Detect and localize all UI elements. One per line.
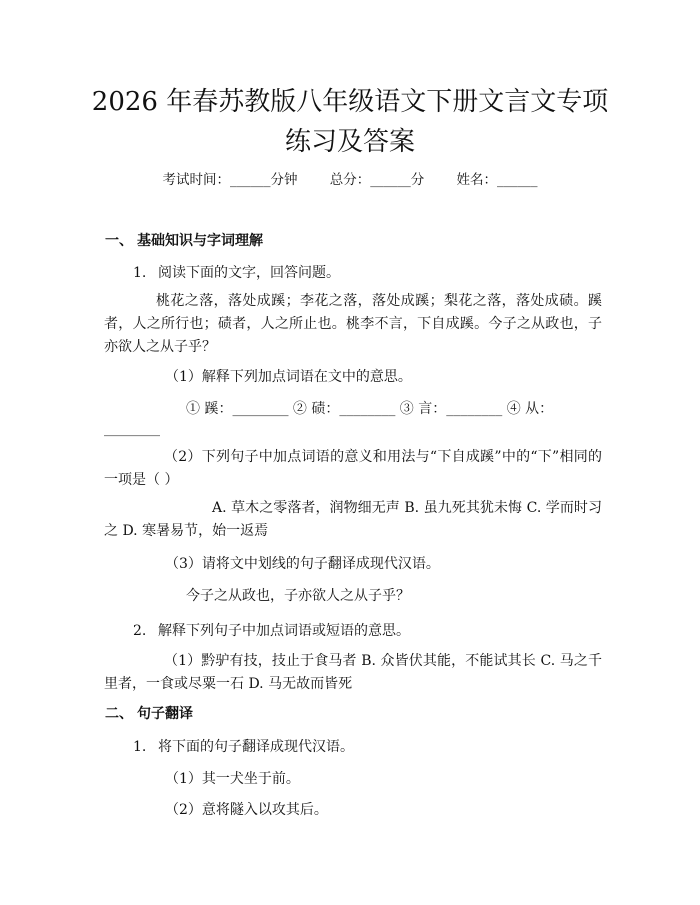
section-2-title: 句子翻译 bbox=[137, 706, 193, 722]
section-2-number: 二、 bbox=[105, 706, 133, 722]
question-1-sub-1: （1）解释下列加点词语在文中的意思。 bbox=[165, 369, 412, 385]
question-1 bbox=[133, 262, 340, 282]
question-3-sub-1: （1）其一犬坐于前。 bbox=[165, 771, 300, 787]
section-1-number: 一、 bbox=[105, 233, 133, 249]
question-2-sub-1: （1）黔驴有技，技止于食马者 B. 众皆伏其能，不能试其长 C. 马之千里者，一食或尽粟一石 D. 马无故而皆死 bbox=[104, 653, 602, 692]
question-1-passage: 桃花之落，落处成蹊；李花之落，落处成蹊；梨花之落，落处成碛。蹊者，人之所行也；碛者，人之所止也。桃李不言，下自成蹊。今子之从政也，子亦欲人之从子乎？ bbox=[104, 293, 602, 355]
question-1-number: 1. bbox=[133, 265, 147, 281]
question-1-items: ① 蹊：________ ② 碛：________ ③ 言：________ ④ 从： bbox=[186, 401, 554, 417]
question-1-prompt: 阅读下面的文字，回答问题。 bbox=[158, 265, 340, 281]
section-1-title: 基础知识与字词理解 bbox=[137, 233, 263, 249]
question-1-sub-3: （3）请将文中划线的句子翻译成现代汉语。 bbox=[165, 556, 440, 572]
question-1-sentence: 今子之从政也，子亦欲人之从子乎？ bbox=[186, 588, 410, 604]
question-1-items-tail: ________ bbox=[104, 421, 160, 437]
section-1-heading bbox=[105, 230, 263, 250]
title-line-2: 练习及答案 bbox=[284, 127, 415, 157]
exam-name: 姓名：______ bbox=[456, 172, 538, 188]
exam-meta bbox=[0, 168, 700, 188]
question-2-prompt: 解释下列句子中加点词语或短语的意思。 bbox=[158, 623, 410, 639]
section-2-heading bbox=[105, 703, 193, 723]
exam-time: 考试时间：______分钟 bbox=[162, 172, 298, 188]
question-3-sub-2: （2）意将隧入以攻其后。 bbox=[165, 802, 328, 818]
question-3 bbox=[133, 736, 354, 756]
exam-score: 总分：______分 bbox=[329, 172, 425, 188]
question-1-options: A. 草木之零落者，润物细无声 B. 虽九死其犹未悔 C. 学而时习之 D. 寒暑易节，始一返焉 bbox=[104, 500, 602, 539]
title-line-1: 2026 年春苏教版八年级语文下册文言文专项 bbox=[91, 87, 609, 117]
question-3-number: 1. bbox=[133, 739, 147, 755]
question-3-prompt: 将下面的句子翻译成现代汉语。 bbox=[158, 739, 354, 755]
question-1-sub-2: （2）下列句子中加点词语的意义和用法与“下自成蹊”中的“下”相同的一项是（ ） bbox=[104, 449, 602, 488]
page-title bbox=[60, 82, 640, 162]
question-2-number: 2. bbox=[133, 623, 147, 639]
question-2 bbox=[133, 620, 410, 640]
